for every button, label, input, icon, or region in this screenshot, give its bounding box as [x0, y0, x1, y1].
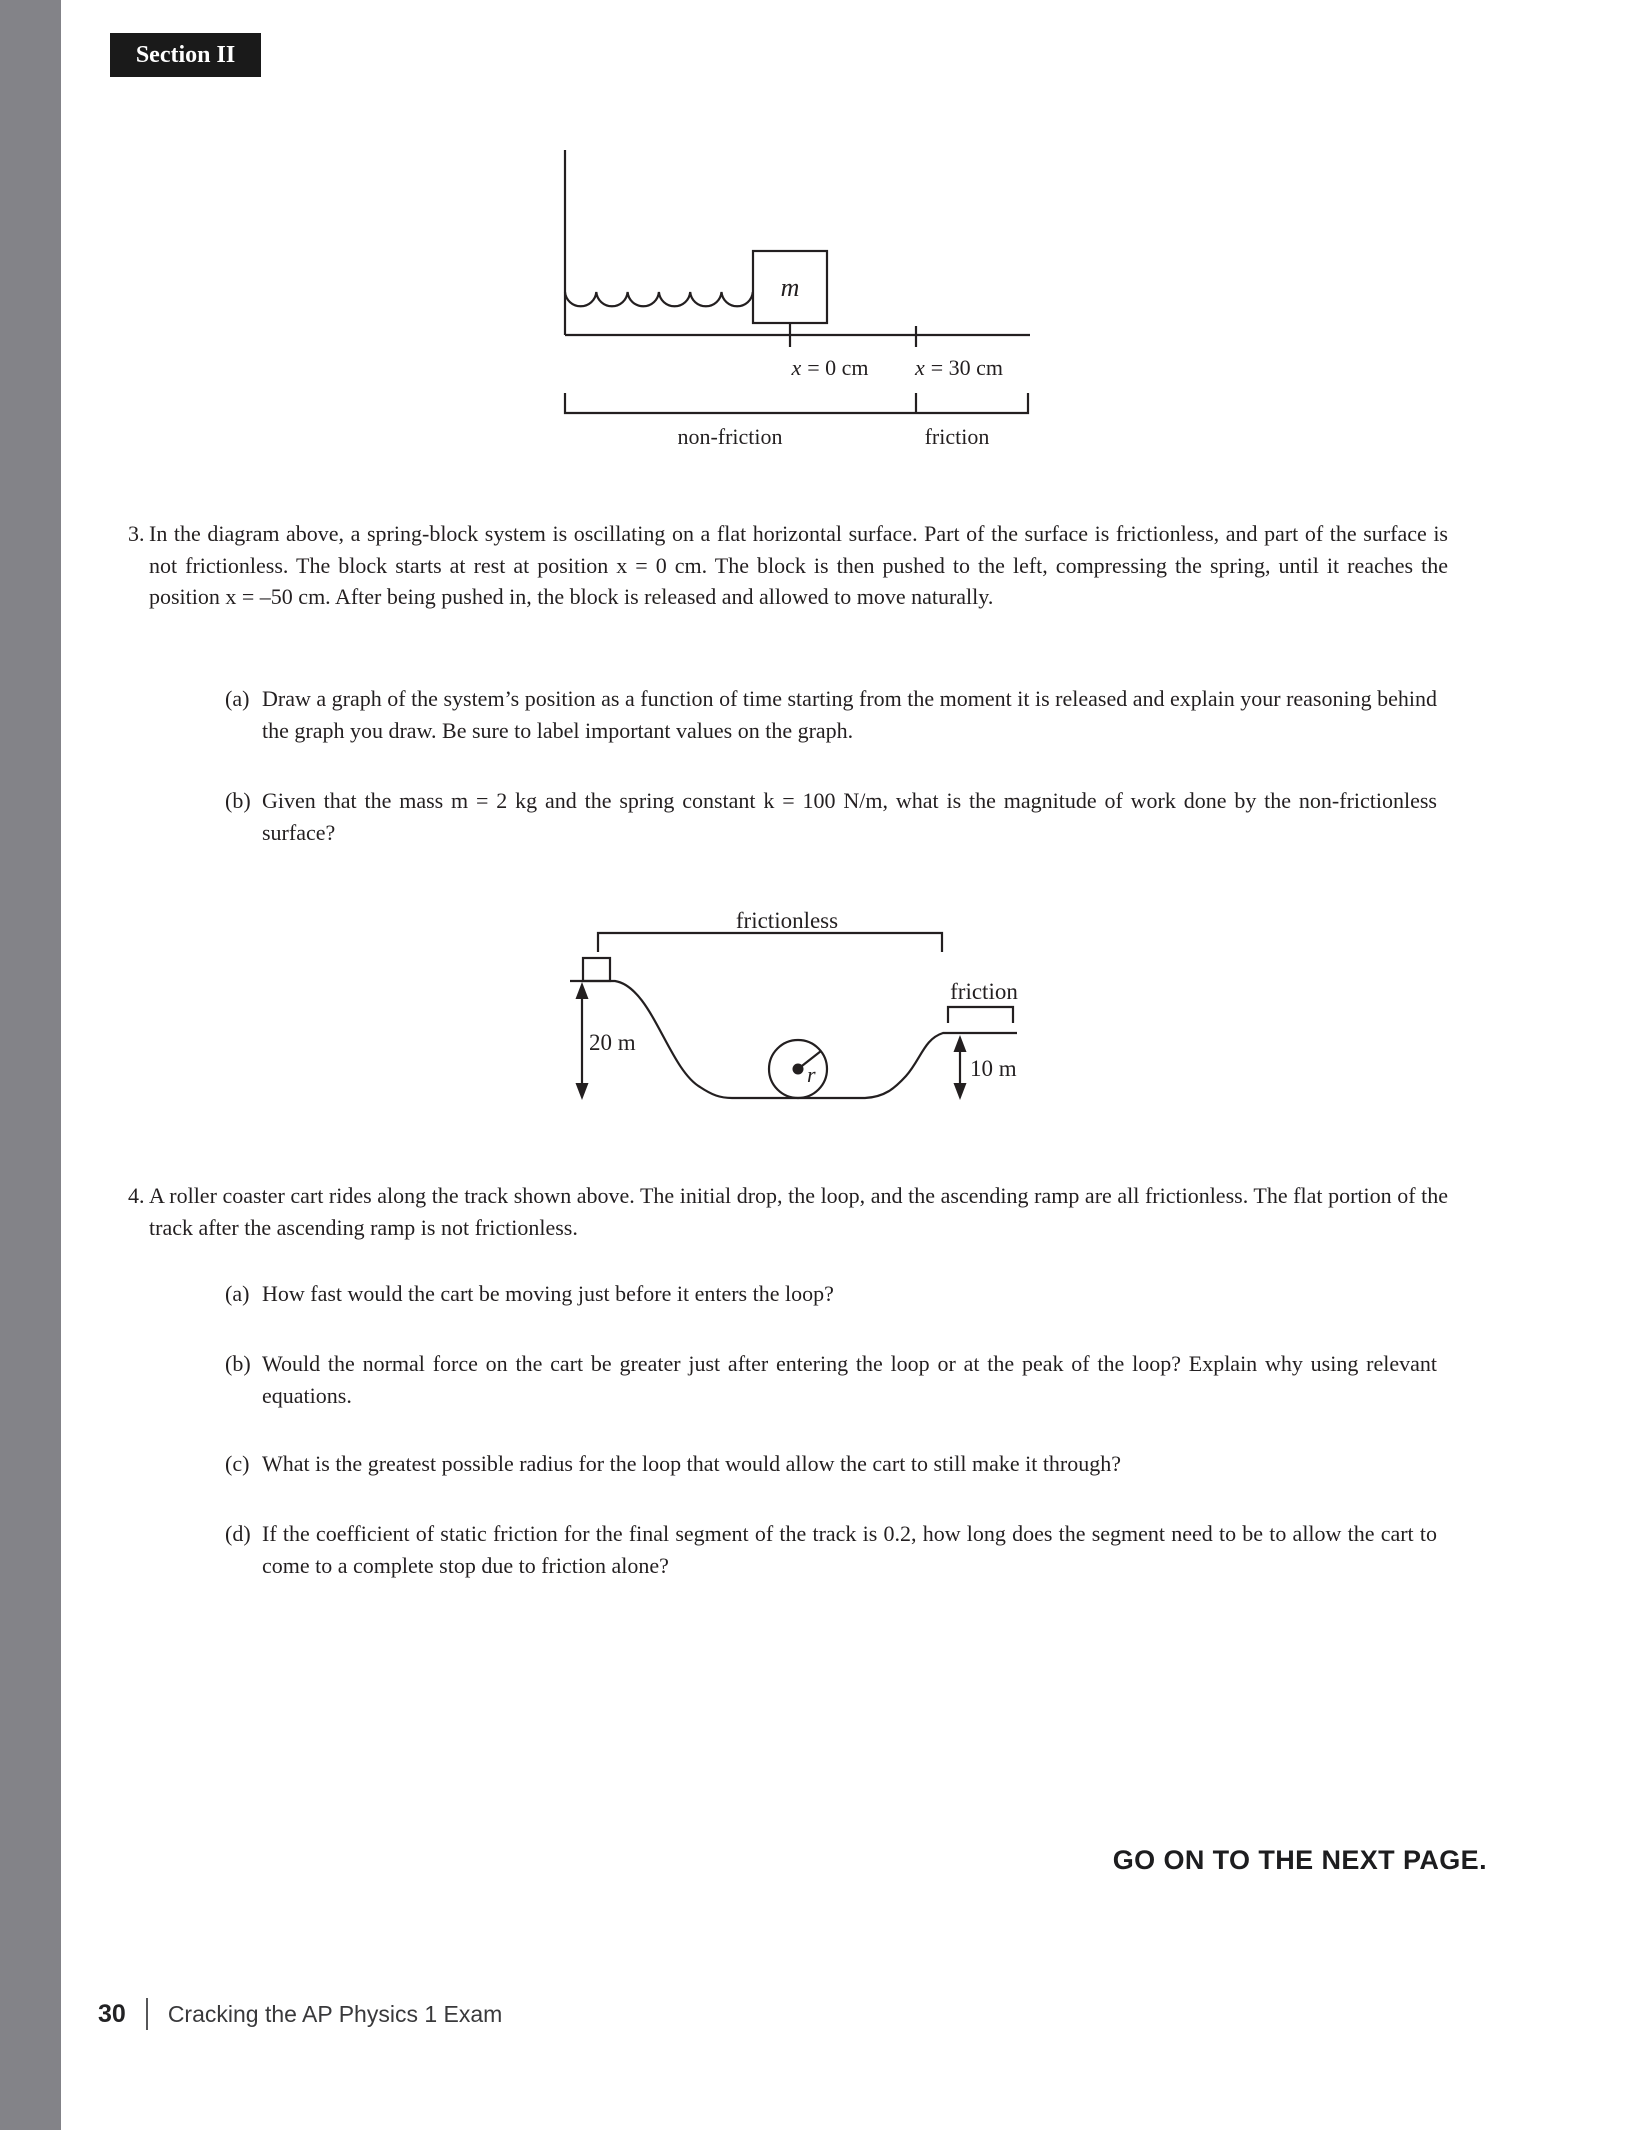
part-text: What is the greatest possible radius for the loop that would allow the cart to still make it through?: [262, 1451, 1122, 1476]
page-edge-bar: [0, 0, 61, 2130]
problem-4-number: 4.: [128, 1183, 145, 1208]
cart-square: [583, 958, 610, 981]
part-text: If the coefficient of static friction for the final segment of the track is 0.2, how long does the segment need to be to allow the cart to come to a complete stop due to friction alone?: [262, 1521, 1437, 1578]
part-label: (c): [225, 1451, 250, 1476]
problem-3: [128, 518, 1448, 613]
height-20m-label: 20 m: [589, 1030, 636, 1055]
x30-label: [914, 355, 1003, 380]
page-number: 30: [98, 1999, 126, 2028]
arrow-up-icon: [576, 982, 589, 999]
problem-4-text: A roller coaster cart rides along the track shown above. The initial drop, the loop, and the ascending ramp are all frictionless. The flat portion of the track after the ascending ramp is not frictionless.: [149, 1183, 1448, 1240]
mass-label: m: [780, 273, 800, 302]
problem-3-text: In the diagram above, a spring-block system is oscillating on a flat horizontal surface. Part of the surface is frictionless, and part of the surface is not frictionless. The block starts at rest at position x = 0 cm. The block is then pushed to the left, compressing the spring, until it reaches the position x = –50 cm. After being pushed in, the block is released and allowed to move naturally.: [149, 521, 1448, 609]
frictionless-bracket: [598, 933, 942, 952]
section-header-label: Section II: [135, 41, 236, 68]
part-text: Would the normal force on the cart be greater just after entering the loop or at the peak of the loop? Explain why using relevant equations.: [262, 1351, 1437, 1408]
x0-value: = 0 cm: [807, 355, 869, 380]
problem-4-part-c: [225, 1448, 1437, 1480]
height-10m-label: 10 m: [970, 1056, 1017, 1081]
radius-label: r: [807, 1062, 816, 1087]
zone-left-label: non-friction: [677, 424, 783, 449]
spring-coil: [565, 292, 753, 306]
zone-bracket: [565, 393, 1028, 413]
x0-label: [790, 355, 868, 380]
x0-var: x: [791, 355, 802, 380]
roller-coaster-diagram: [540, 890, 1060, 1120]
part-label: (b): [225, 1351, 251, 1376]
problem-4-part-b: [225, 1348, 1437, 1411]
book-title: Cracking the AP Physics 1 Exam: [167, 2000, 503, 2027]
part-label: (a): [225, 1281, 250, 1306]
part-text: How fast would the cart be moving just before it enters the loop?: [262, 1281, 834, 1306]
spring-block-diagram: [540, 140, 1060, 460]
friction-label: friction: [950, 979, 1018, 1004]
page-footer: [98, 1998, 502, 2030]
part-label: (d): [225, 1521, 251, 1546]
footer-divider: [146, 1998, 148, 2030]
part-text: Draw a graph of the system’s position as a function of time starting from the moment it is released and explain your reasoning behind the graph you draw. Be sure to label important values on the graph.: [262, 686, 1437, 743]
problem-3-part-b: [225, 785, 1437, 848]
part-label: (a): [225, 686, 250, 711]
x30-var: x: [914, 355, 925, 380]
section-header: [110, 33, 261, 77]
go-on-notice: GO ON TO THE NEXT PAGE.: [1112, 1845, 1487, 1875]
arrow-up-icon: [954, 1035, 967, 1052]
arrow-down-icon: [954, 1083, 967, 1100]
problem-3-number: 3.: [128, 521, 145, 546]
friction-bracket: [948, 1007, 1013, 1023]
problem-4: [128, 1180, 1448, 1243]
problem-4-part-a: [225, 1278, 1437, 1310]
x30-value: = 30 cm: [930, 355, 1004, 380]
frictionless-label: frictionless: [735, 908, 839, 933]
zone-right-label: friction: [924, 424, 990, 449]
part-label: (b): [225, 788, 251, 813]
part-text: Given that the mass m = 2 kg and the spring constant k = 100 N/m, what is the magnitude of work done by the non-frictionless surface?: [262, 788, 1437, 845]
problem-3-part-a: [225, 683, 1437, 746]
arrow-down-icon: [576, 1083, 589, 1100]
problem-4-part-d: [225, 1518, 1437, 1581]
